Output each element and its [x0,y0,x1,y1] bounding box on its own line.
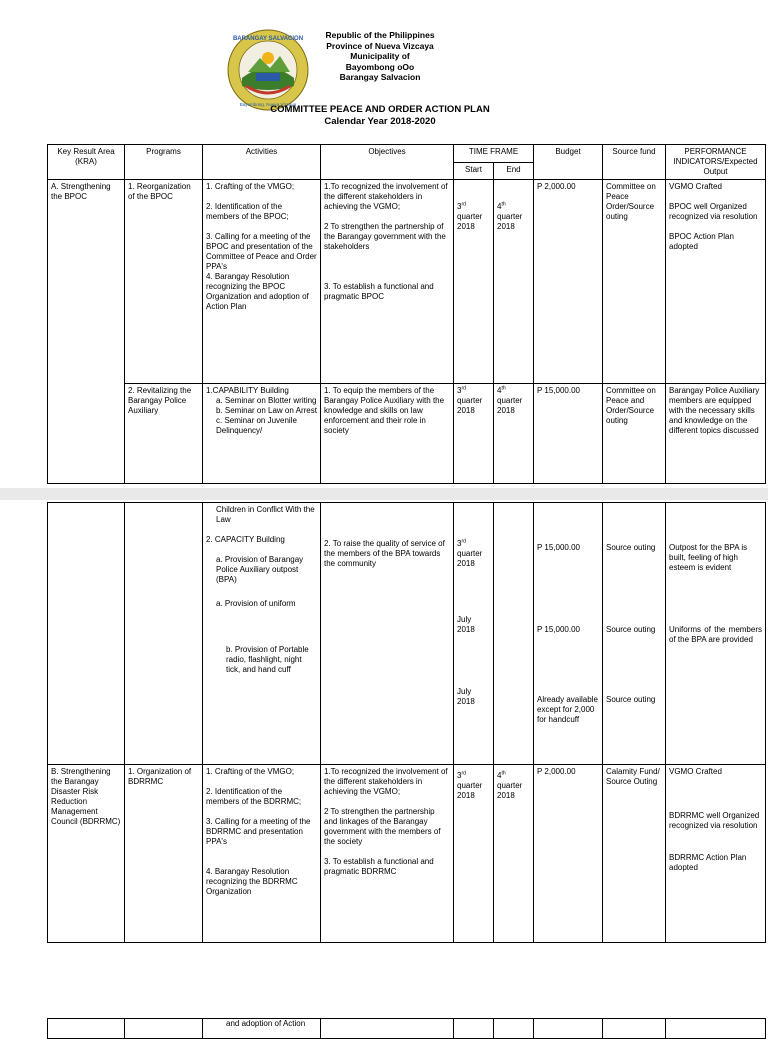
activity-item: 4. Barangay Resolution recognizing the BDRRMC Organization [206,867,298,896]
activities-cell [203,765,321,943]
program-cell: 1. Organization of BDRRMC [125,765,203,943]
activities-cell [203,180,321,384]
objectives-cell: 2. To raise the quality of service of the members of the BPA towards the community [321,503,454,765]
performance-item: VGMO Crafted [669,182,722,191]
action-plan-table-page-3 [47,1018,766,1039]
col-start: Start [454,162,494,180]
activity-item: 3. Calling for a meeting of the BPOC and presentation of the Committee of Peace and Order PPA's [206,232,317,271]
objective-item: 3. To establish a functional and pragmatic BPOC [324,282,434,301]
budget-cell [534,503,603,765]
performance-cell: Barangay Police Auxiliary members are equipped with the necessary skills and knowledge on the different topics discussed [666,384,766,484]
kra-cell [48,1019,125,1039]
performance-item: BPOC Action Plan adopted [669,232,734,251]
col-kra: Key Result Area (KRA) [48,145,125,180]
page-gap [0,994,768,1014]
kra-cell: A. Strengthening the BPOC [48,180,125,484]
activity-item: 2. CAPACITY Building [206,535,285,544]
activity-item: a. Provision of uniform [216,599,296,608]
col-performance: PERFORMANCE INDICATORS/Expected Output [666,145,766,180]
activity-item: and adoption of Action [226,1019,306,1028]
letterhead-line: Municipality of [350,51,410,61]
performance-cell [666,180,766,384]
budget-item: P 15,000.00 [537,543,581,552]
activity-item: 1. Crafting of the VMGO; [206,767,295,776]
activity-item: 4. Barangay Resolution recognizing the BPOC Organization and adoption of Action Plan [206,272,309,311]
objectives-cell [321,180,454,384]
letterhead-line: Republic of the Philippines [325,30,435,40]
activity-item: 1. Crafting of the VMGO; [206,182,295,191]
col-time-frame: TIME FRAME [454,145,534,163]
source-cell [603,503,666,765]
title-line-2: Calendar Year 2018-2020 [324,116,436,127]
col-end: End [494,162,534,180]
end-cell [494,1019,534,1039]
start-cell: 3rd quarter 2018 [454,384,494,484]
activity-item: b. Provision of Portable radio, flashlight, night tick, and hand cuff [226,645,309,674]
start-cell [454,503,494,765]
objective-item: 2 To strengthen the partnership of the Barangay government with the stakeholders [324,222,446,251]
start-cell: 3rd quarter 2018 [454,765,494,943]
kra-cell [48,503,125,765]
activity-item: Children in Conflict With the Law [216,505,315,524]
page-2 [0,500,768,1028]
page-1 [0,0,768,488]
performance-item: Outpost for the BPA is built, feeling of high esteem is evident [669,543,748,572]
title-line-1: COMMITTEE PEACE AND ORDER ACTION PLAN [270,104,490,115]
timeframe-item: 3rd quarter 2018 [457,538,483,568]
activity-item: b. Seminar on Law on Arrest [216,406,317,415]
activity-item: 1.CAPABILITY Building [206,386,289,395]
performance-cell [666,765,766,943]
timeframe-item: July 2018 [457,615,475,634]
budget-cell [534,1019,603,1039]
action-plan-table-page-2 [47,502,766,943]
end-cell: 4th quarter 2018 [494,765,534,943]
performance-item: BDRRMC well Organized recognized via resolution [669,811,760,830]
table-row [48,765,766,943]
budget-item: P 15,000.00 [537,625,581,634]
seal-bottom-text: Bayombong, Nueva Vizcaya [239,102,297,107]
budget-item: Already available except for 2,000 for handcuff [537,695,598,724]
activities-cell [203,384,321,484]
seal-text: BARANGAY SALVACION [232,36,304,42]
letterhead-line: Barangay Salvacion [339,72,421,82]
activity-item: 2. Identification of the members of the BDRRMC; [206,787,302,806]
source-cell: Committee on Peace Order/Source outing [603,180,666,384]
source-item: Source outing [606,625,656,634]
end-cell [494,503,534,765]
barangay-seal-logo [226,28,310,112]
col-programs: Programs [125,145,203,180]
program-cell [125,1019,203,1039]
activities-cell [203,503,321,765]
activity-item: a. Provision of Barangay Police Auxiliary outpost (BPA) [216,555,304,584]
letterhead [300,30,460,83]
performance-cell [666,1019,766,1039]
source-item: Source outing [606,695,656,704]
start-cell: 3rd quarter 2018 [454,180,494,384]
timeframe-item: July 2018 [457,687,475,706]
performance-cell [666,503,766,765]
header-row [48,145,766,163]
objective-item: 1.To recognized the involvement of the different stakeholders in achieving the VGMO; [324,767,448,796]
table-row [48,1019,766,1039]
objective-item: 2 To strengthen the partnership and linkages of the Barangay government with the members of the society [324,807,441,846]
program-cell [125,503,203,765]
letterhead-line: Bayombong oOo [345,61,415,72]
activity-item: 3. Calling for a meeting of the BDRRMC and presentation PPA's [206,817,311,846]
activity-item: a. Seminar on Blotter writing [216,396,317,405]
col-source-fund: Source fund [603,145,666,180]
col-objectives: Objectives [321,145,454,180]
activity-item: 2. Identification of the members of the BPOC; [206,202,289,221]
performance-item: VGMO Crafted [669,767,722,776]
letterhead-line: Province of Nueva Vizcaya [326,40,434,51]
budget-cell: P 2,000.00 [534,180,603,384]
source-cell [603,1019,666,1039]
objective-item: 1.To recognized the involvement of the different stakeholders in achieving the VGMO; [324,182,448,211]
source-cell: Calamity Fund/ Source Outing [603,765,666,943]
table-row [48,180,766,384]
table-row [48,503,766,765]
source-item: Source outing [606,543,656,552]
budget-cell: P 15,000.00 [534,384,603,484]
kra-cell: B. Strengthening the Barangay Disaster Risk Reduction Management Council (BDRRMC) [48,765,125,943]
performance-item: Uniforms of the members of the BPA are provided [669,625,762,644]
source-cell: Committee on Peace and Order/Source outing [603,384,666,484]
col-activities: Activities [203,145,321,180]
objectives-cell [321,765,454,943]
end-cell: 4th quarter 2018 [494,180,534,384]
program-cell: 1. Reorganization of the BPOC [125,180,203,384]
document-title [180,104,580,128]
objectives-cell [321,1019,454,1039]
objective-item: 3. To establish a functional and pragmatic BDRRMC [324,857,434,876]
performance-item: BPOC well Organized recognized via resolution [669,202,758,221]
performance-item: BDRRMC Action Plan adopted [669,853,747,872]
table-row [48,384,766,484]
page-gap [0,488,768,500]
objectives-cell: 1. To equip the members of the Barangay Police Auxiliary with the knowledge and skills on law enforcement and their role in society [321,384,454,484]
activities-cell [203,1019,321,1039]
action-plan-table-page-1 [47,144,766,484]
activity-item: c. Seminar on Juvenile Delinquency/ [216,416,297,435]
program-cell: 2. Revitalizing the Barangay Police Auxiliary [125,384,203,484]
budget-cell: P 2,000.00 [534,765,603,943]
col-budget: Budget [534,145,603,180]
start-cell [454,1019,494,1039]
end-cell: 4th quarter 2018 [494,384,534,484]
